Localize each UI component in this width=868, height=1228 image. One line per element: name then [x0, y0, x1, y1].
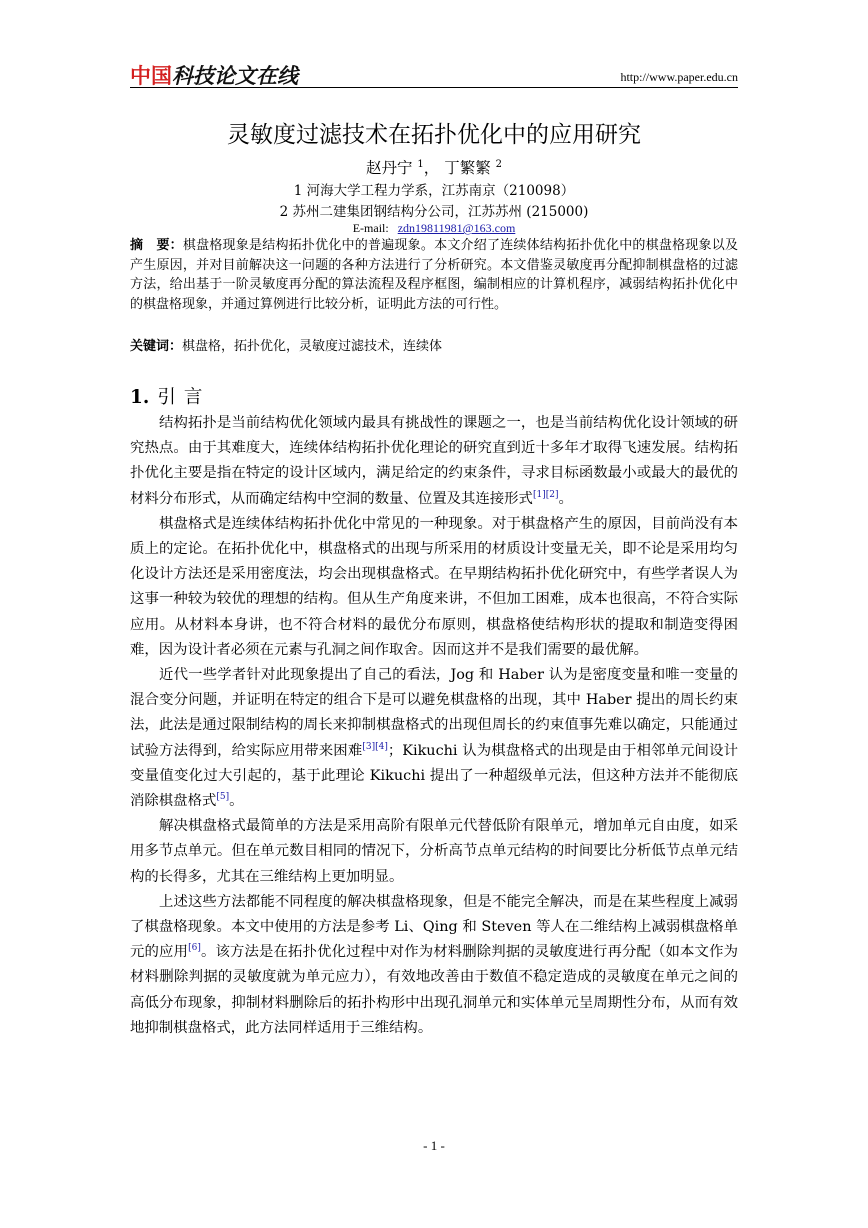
- page-header: [130, 58, 738, 88]
- keywords-text: 棋盘格，拓扑优化，灵敏度过滤技术，连续体: [182, 339, 443, 354]
- paragraph-1-end: 。: [558, 490, 573, 507]
- citation-ref[interactable]: [6]: [188, 943, 201, 954]
- paragraph-1: [130, 411, 738, 512]
- citation-ref[interactable]: [1][2]: [532, 489, 559, 500]
- paragraph-2: 棋盘格式是连续体结构拓扑优化中常见的一种现象。对于棋盘格产生的原因，目前尚没有本质上的定论。在拓扑优化中，棋盘格式的出现与所采用的材质设计变量无关，即不论是采用均匀化设计方法还是采用密度法，均会出现棋盘格式。在早期结构拓扑优化研究中，有些学者误人为这事一种较为较优的理想的结构。但从生产角度来讲，不但加工困难，成本也很高，不符合实际应用。从材料本身讲，也不符合材料的最优分布原则，棋盘格使结构形状的提取和制造变得困难，因为设计者必须在元素与孔洞之间作取舍。因而这并不是我们需要的最优解。: [130, 515, 738, 658]
- paragraph-1-text: 结构拓扑是当前结构优化领域内最具有挑战性的课题之一，也是当前结构优化设计领域的研究热点。由于其难度大，连续体结构拓扑优化理论的研究直到近十多年才取得飞速发展。结构拓扑优化主要是指在特定的设计区域内，满足给定的约束条件，寻求目标函数最小或最大的最优的材料分布形式，从而确定结构中空洞的数量、位置及其连接形式: [130, 415, 738, 507]
- author-2-affil: 2: [495, 158, 503, 170]
- paragraph-3: [130, 663, 738, 814]
- header-url[interactable]: http://www.paper.edu.cn: [620, 70, 738, 84]
- email-link[interactable]: zdn19811981@163.com: [397, 221, 516, 235]
- author-line: [130, 156, 738, 178]
- logo-red-text: 中国: [130, 64, 172, 88]
- paragraph-5-text-a: 上述这些方法都能不同程度的解决棋盘格现象，但是不能完全解决，而是在某些程度上减弱了棋盘格现象。本文中使用的方法是参考 Li、Qing 和 Steven 等人在二维结构上减弱棋盘格单元的应用: [130, 893, 738, 961]
- paragraph-3-text-b: ；Kikuchi 认为棋盘格式的出现是由于相邻单元间设计变量值变化过大引起的，基于此理论 Kikuchi 提出了一种超级单元法，但这种方法并不能彻底消除棋盘格式: [130, 742, 738, 810]
- author-2: 丁繁繁: [444, 159, 491, 177]
- keywords-label: 关键词：: [130, 339, 183, 354]
- author-1: 赵丹宁: [365, 159, 413, 177]
- citation-ref[interactable]: [3][4]: [362, 741, 388, 752]
- paper-title: 灵敏度过滤技术在拓扑优化中的应用研究: [227, 122, 641, 148]
- paragraph-3-end: 。: [229, 793, 244, 810]
- abstract-text: 棋盘格现象是结构拓扑优化中的普遍现象。本文介绍了连续体结构拓扑优化中的棋盘格现象以及产生原因，并对目前解决这一问题的各种方法进行了分析研究。本文借鉴灵敏度再分配抑制棋盘格的过滤方法，给出基于一阶灵敏度再分配的算法流程及程序框图，编制相应的计算机程序，减弱结构拓扑优化中的棋盘格现象，并通过算例进行比较分析，证明此方法的可行性。: [130, 238, 738, 312]
- citation-ref[interactable]: [5]: [216, 792, 230, 803]
- logo-black-text: 科技论文在线: [172, 64, 298, 88]
- keywords: [130, 337, 738, 356]
- affiliation-1: 1 河海大学工程力学系，江苏南京（210098）: [293, 183, 575, 199]
- paragraph-4: 解决棋盘格式最简单的方法是采用高阶有限单元代替低阶有限单元，增加单元自由度，如采用多节点单元。但在单元数目相同的情况下，分析高节点单元结构的时间要比分析低节点单元结构的长得多，尤其在三维结构上更加明显。: [130, 818, 738, 885]
- section-heading: [130, 383, 210, 409]
- paragraph-3-text-a: 近代一些学者针对此现象提出了自己的看法，Jog 和 Haber 认为是密度变量和唯一变量的混合变分问题，并证明在特定的组合下是可以避免棋盘格的出现，其中 Haber 提出的周长约束法，此法是通过限制结构的周长来抑制棋盘格式的出现但周长的约束值事先难以确定，只能通过试验方法得到，给实际应用带来困难: [130, 667, 738, 759]
- email-line: [130, 221, 738, 236]
- page-number: - 1 -: [423, 1138, 445, 1153]
- section-number: 1.: [130, 387, 150, 408]
- paragraph-5-text-b: 。该方法是在拓扑优化过程中对作为材料删除判据的灵敏度进行再分配（如本文作为材料删除判据的灵敏度就为单元应力），有效地改善由于数值不稳定造成的灵敏度在单元之间的高低分布现象，抑制材料删除后的拓扑构形中出现孔洞单元和实体单元呈周期性分布，从而有效地抑制棋盘格式，此方法同样适用于三维结构。: [130, 944, 738, 1036]
- email-label: E-mail:: [352, 221, 389, 235]
- author-1-affil: 1: [417, 158, 424, 170]
- site-logo[interactable]: [130, 60, 298, 90]
- abstract-label: 摘 要：: [130, 238, 183, 253]
- abstract: [130, 236, 738, 314]
- body-text: [130, 411, 738, 1041]
- paragraph-5: [130, 890, 738, 1041]
- header-divider: [130, 87, 738, 88]
- author-separator: ，: [423, 159, 440, 177]
- affiliation-2: 2 苏州二建集团钢结构分公司，江苏苏州 (215000): [279, 204, 589, 220]
- section-title: 引言: [157, 387, 211, 408]
